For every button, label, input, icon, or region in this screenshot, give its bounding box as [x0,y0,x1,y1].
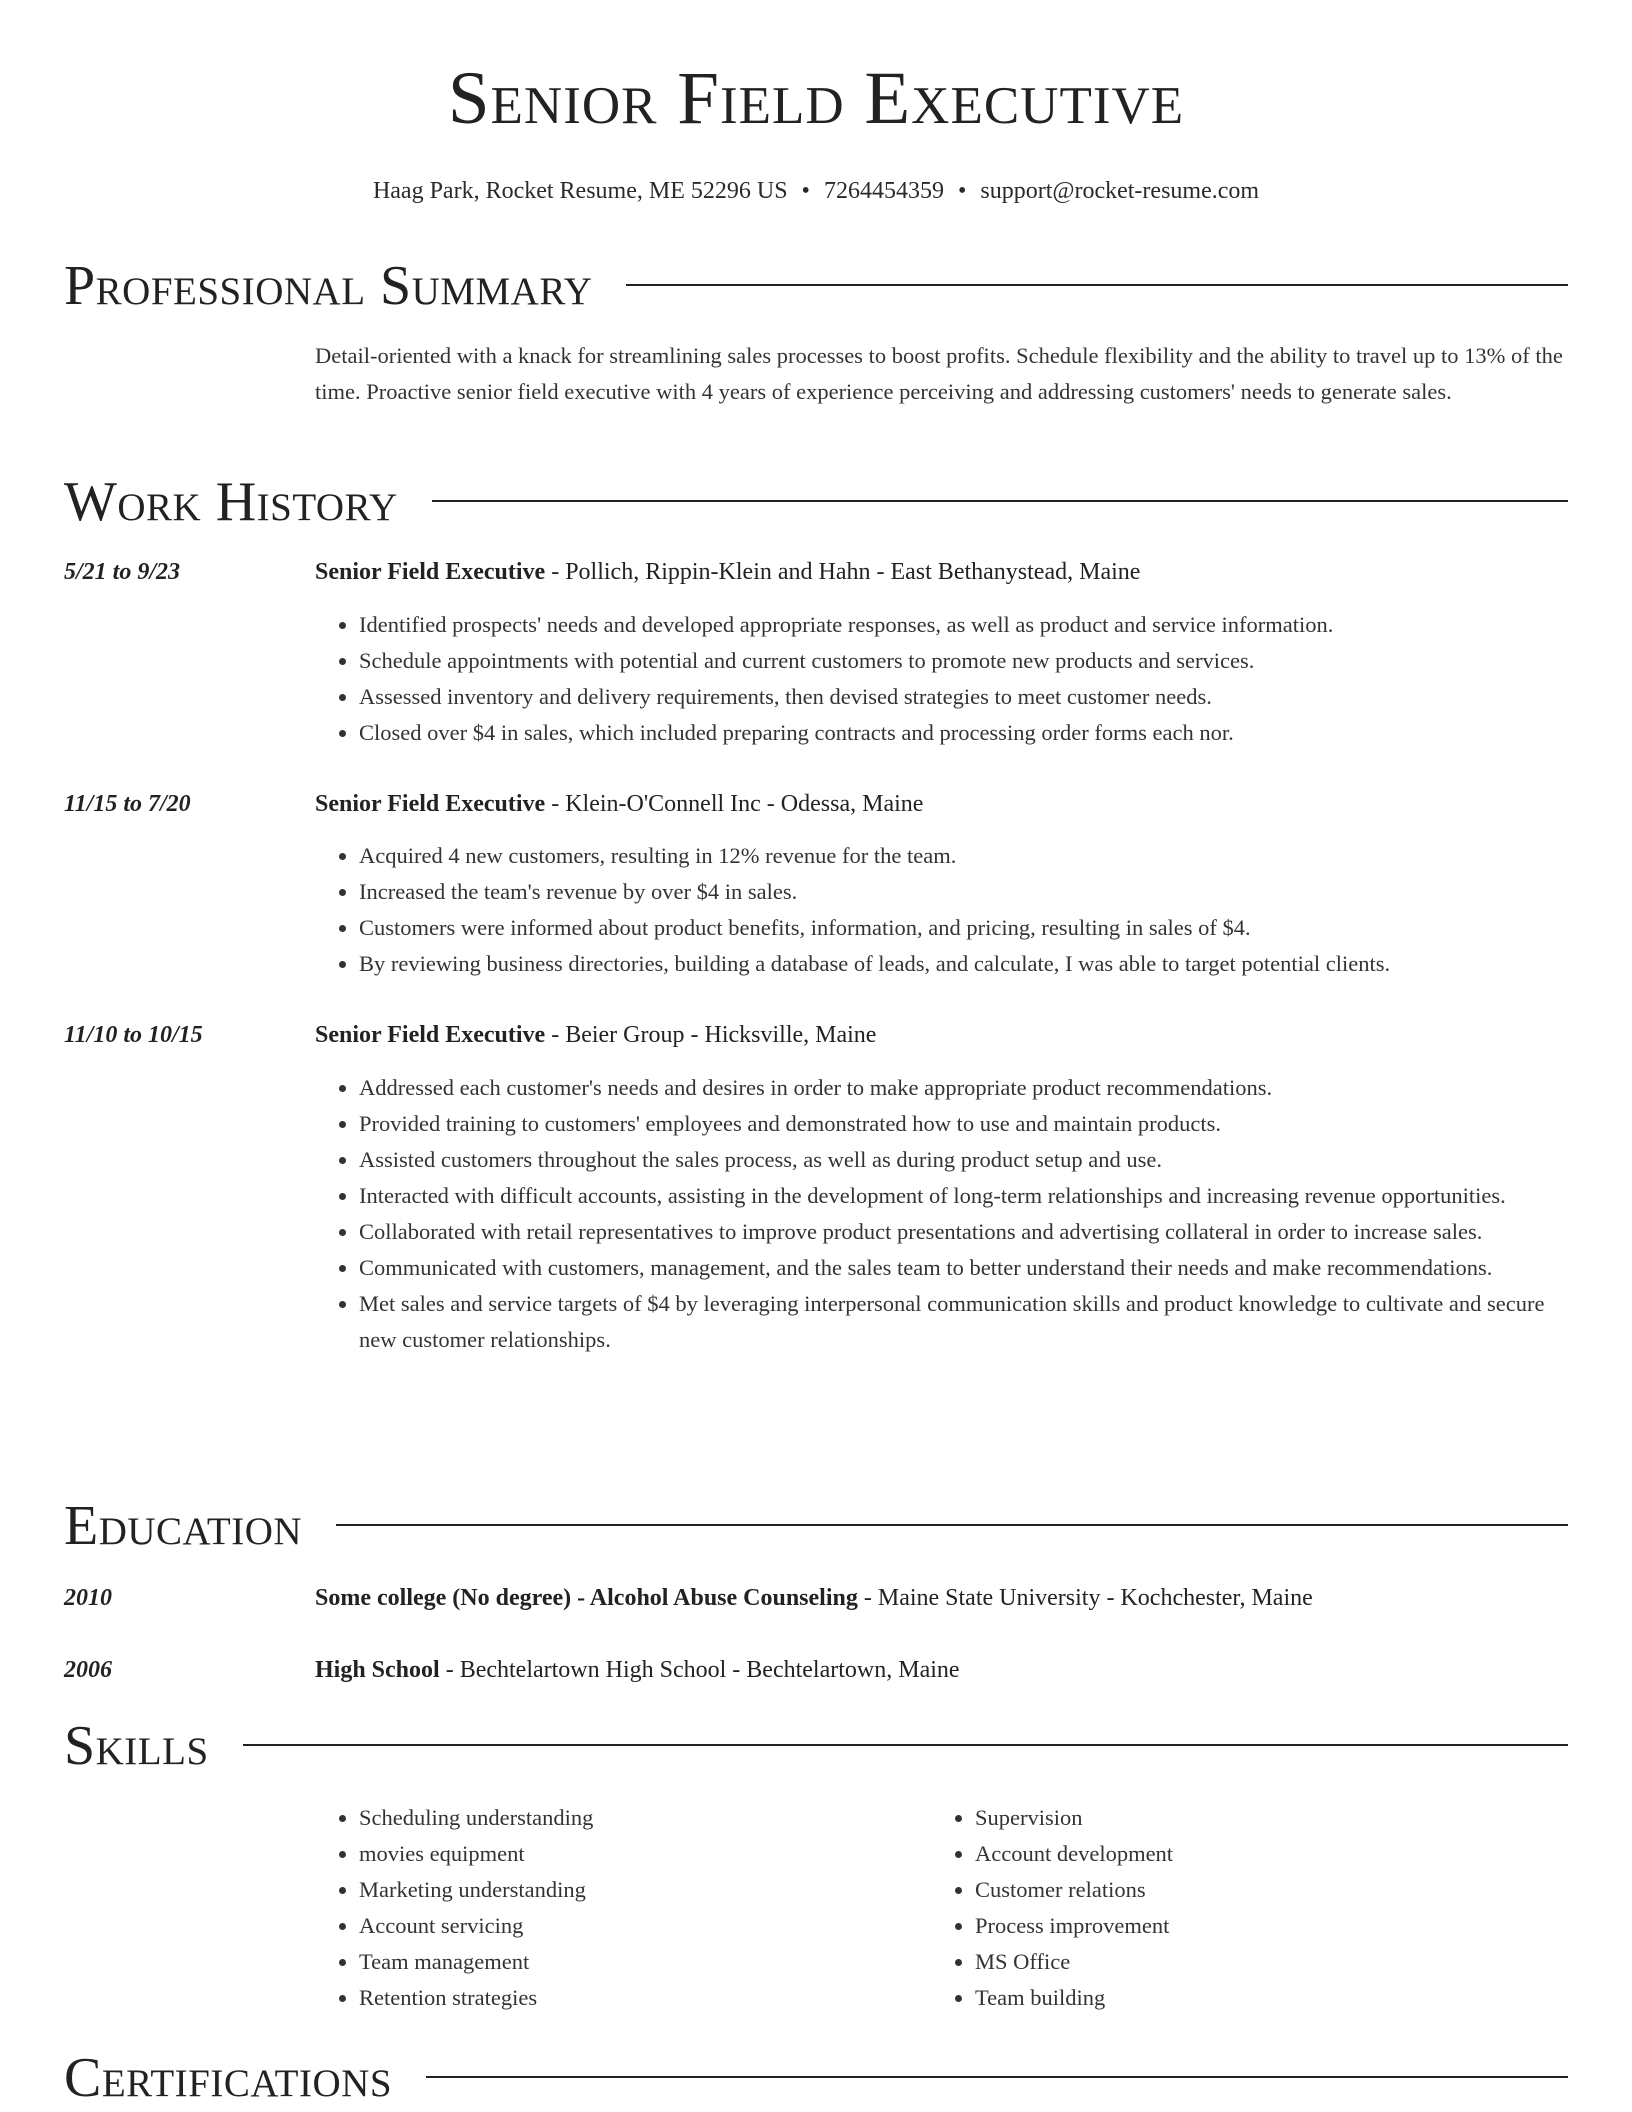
skill-item: • MS Office [975,1944,1535,1980]
list-item: • Addressed each customer's needs and desires in order to make appropriate product recommendations. [359,1070,1568,1106]
section-title: Education [64,1495,303,1557]
job-details: - Pollich, Rippin-Klein and Hahn - East Bethanystead, Maine [545,559,1141,585]
skill-item: • movies equipment [359,1836,919,1872]
list-item: • Assisted customers throughout the sales process, as well as during product setup and use. [359,1142,1568,1178]
education-year: 2006 [64,1657,112,1683]
skill-item: • Scheduling understanding [359,1800,919,1836]
job-bullets [315,1070,1568,1358]
job-bullets [315,607,1568,751]
list-item: • Increased the team's revenue by over $4 in sales. [359,874,1568,910]
job-header [315,556,1568,588]
contact-separator: • [957,178,967,204]
section-divider [336,1524,1568,1526]
section-divider [432,500,1568,502]
section-header-certifications [64,2048,1568,2110]
skill-item: • Team management [359,1944,919,1980]
section-divider [626,284,1568,286]
education-entry [315,1582,1568,1614]
job-details: - Beier Group - Hicksville, Maine [545,1022,877,1048]
section-divider [243,1744,1568,1746]
skills-list-left [315,1800,919,2016]
list-item: • Schedule appointments with potential and current customers to promote new products and services. [359,643,1568,679]
skill-item: • Supervision [975,1800,1535,1836]
job-role: Senior Field Executive [315,1022,546,1048]
list-item: • Customers were informed about product benefits, information, and pricing, resulting in sales of $4. [359,910,1568,946]
skill-item: • Marketing understanding [359,1872,919,1908]
contact-phone: 7264454359 [823,178,944,204]
job-header [315,1019,1568,1051]
job-role: Senior Field Executive [315,791,546,817]
education-entry [315,1654,1568,1686]
section-title: Certifications [64,2047,393,2109]
list-item: • Met sales and service targets of $4 by leveraging interpersonal communication skills and product knowledge to cultivate and secure new customer relationships. [359,1286,1568,1358]
section-header-skills [64,1716,1568,1778]
summary-text: Detail-oriented with a knack for streamlining sales processes to boost profits. Schedule flexibility and the ability to travel up to 13% of the time. Proactive senior field executive with 4 years of experience perceiving and addressing customers' needs to generate sales. [315,343,1563,404]
list-item: • Assessed inventory and delivery requirements, then devised strategies to meet customer needs. [359,679,1568,715]
skill-item: • Process improvement [975,1908,1535,1944]
education-degree: Some college (No degree) - Alcohol Abuse Counseling [315,1585,858,1611]
list-item: • By reviewing business directories, building a database of leads, and calculate, I was able to target potential clients. [359,946,1568,982]
list-item: • Identified prospects' needs and developed appropriate responses, as well as product and service information. [359,607,1568,643]
job-dates: 5/21 to 9/23 [64,559,181,585]
job-bullets [315,838,1568,982]
contact-line [0,175,1632,207]
skill-item: • Account servicing [359,1908,919,1944]
section-title: Skills [64,1715,209,1777]
skills-list-right [931,1800,1535,2016]
contact-address: Haag Park, Rocket Resume, ME 52296 US [372,178,788,204]
section-title: Work History [64,471,398,533]
list-item: • Collaborated with retail representatives to improve product presentations and advertising collateral in order to increase sales. [359,1214,1568,1250]
section-header-work [64,472,1568,534]
skill-item: • Account development [975,1836,1535,1872]
contact-email: support@rocket-resume.com [980,178,1260,204]
resume-name: Senior Field Executive [447,57,1185,140]
list-item: • Acquired 4 new customers, resulting in 12% revenue for the team. [359,838,1568,874]
education-degree: High School [315,1657,440,1683]
section-header-summary [64,256,1568,318]
section-divider [426,2076,1568,2078]
list-item: • Provided training to customers' employees and demonstrated how to use and maintain products. [359,1106,1568,1142]
job-header [315,788,1568,820]
contact-separator: • [801,178,810,204]
skill-item: • Retention strategies [359,1980,919,2016]
education-details: - Bechtelartown High School - Bechtelartown, Maine [439,1657,960,1683]
list-item: • Closed over $4 in sales, which included preparing contracts and processing order forms each nor. [359,715,1568,751]
job-role: Senior Field Executive [315,559,546,585]
list-item: • Interacted with difficult accounts, assisting in the development of long-term relationships and increasing revenue opportunities. [359,1178,1568,1214]
section-title: Professional Summary [64,255,593,317]
job-dates: 11/15 to 7/20 [64,791,191,817]
skill-item: • Team building [975,1980,1535,2016]
job-details: - Klein-O'Connell Inc - Odessa, Maine [545,791,924,817]
section-header-education [64,1496,1568,1558]
skill-item: • Customer relations [975,1872,1535,1908]
job-dates: 11/10 to 10/15 [64,1022,203,1048]
list-item: • Communicated with customers, management, and the sales team to better understand their needs and make recommendations. [359,1250,1568,1286]
education-details: - Maine State University - Kochchester, Maine [857,1585,1313,1611]
education-year: 2010 [64,1585,112,1611]
